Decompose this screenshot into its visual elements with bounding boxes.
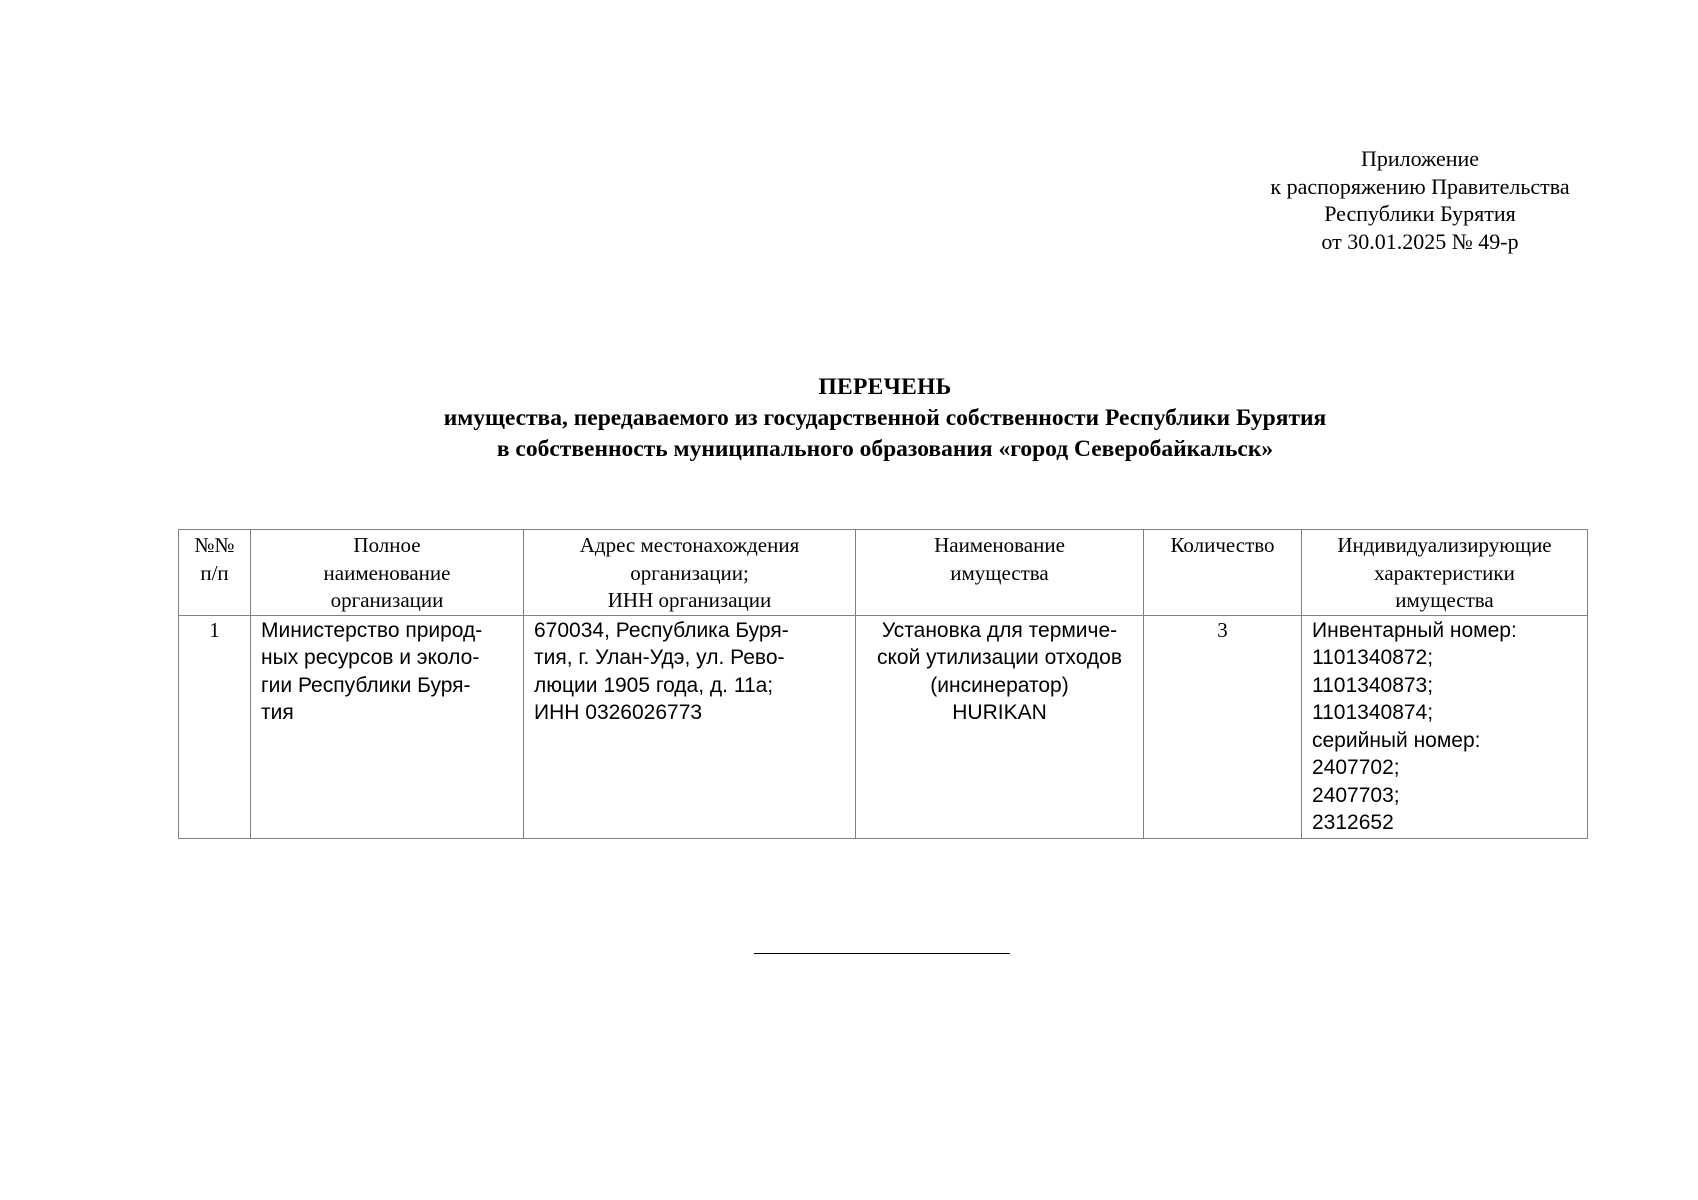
title-line: в собственность муниципального образования «город Северобайкальск»	[496, 436, 1274, 462]
header-address: Адрес местонахождения организации; ИНН организации	[524, 530, 856, 616]
document-title	[180, 372, 1590, 465]
appendix-line: к распоряжению Правительства	[1270, 173, 1570, 199]
title-line: имущества, передаваемого из государственной собственности Республики Бурятия	[443, 405, 1327, 431]
cell-property-name: Установка для термиче- ской утилизации отходов (инсинератор) HURIKAN	[856, 615, 1144, 838]
header-number: №№ п/п	[179, 530, 251, 616]
appendix-line: Республики Бурятия	[1324, 201, 1516, 226]
cell-quantity: 3	[1144, 615, 1302, 838]
table-header-row	[179, 530, 1588, 616]
appendix-block	[1240, 145, 1600, 255]
header-quantity: Количество	[1144, 530, 1302, 616]
property-table	[178, 529, 1588, 839]
header-characteristics: Индивидуализирующие характеристики имущества	[1302, 530, 1588, 616]
title-main: ПЕРЕЧЕНЬ	[818, 374, 952, 400]
table-row	[179, 615, 1588, 838]
closing-divider	[754, 953, 1010, 954]
header-property-name: Наименование имущества	[856, 530, 1144, 616]
cell-characteristics: Инвентарный номер: 1101340872; 1101340873; 1101340874; серийный номер: 2407702; 2407703; 2312652	[1302, 615, 1588, 838]
appendix-line: Приложение	[1360, 146, 1480, 171]
cell-address: 670034, Республика Буря- тия, г. Улан-Удэ, ул. Рево- люции 1905 года, д. 11а; ИНН 0326026773	[524, 615, 856, 838]
cell-number: 1	[179, 615, 251, 838]
cell-organization: Министерство природ- ных ресурсов и эколо- гии Республики Буря- тия	[251, 615, 524, 838]
appendix-line: от 30.01.2025 № 49-р	[1321, 228, 1519, 254]
header-organization: Полное наименование организации	[251, 530, 524, 616]
